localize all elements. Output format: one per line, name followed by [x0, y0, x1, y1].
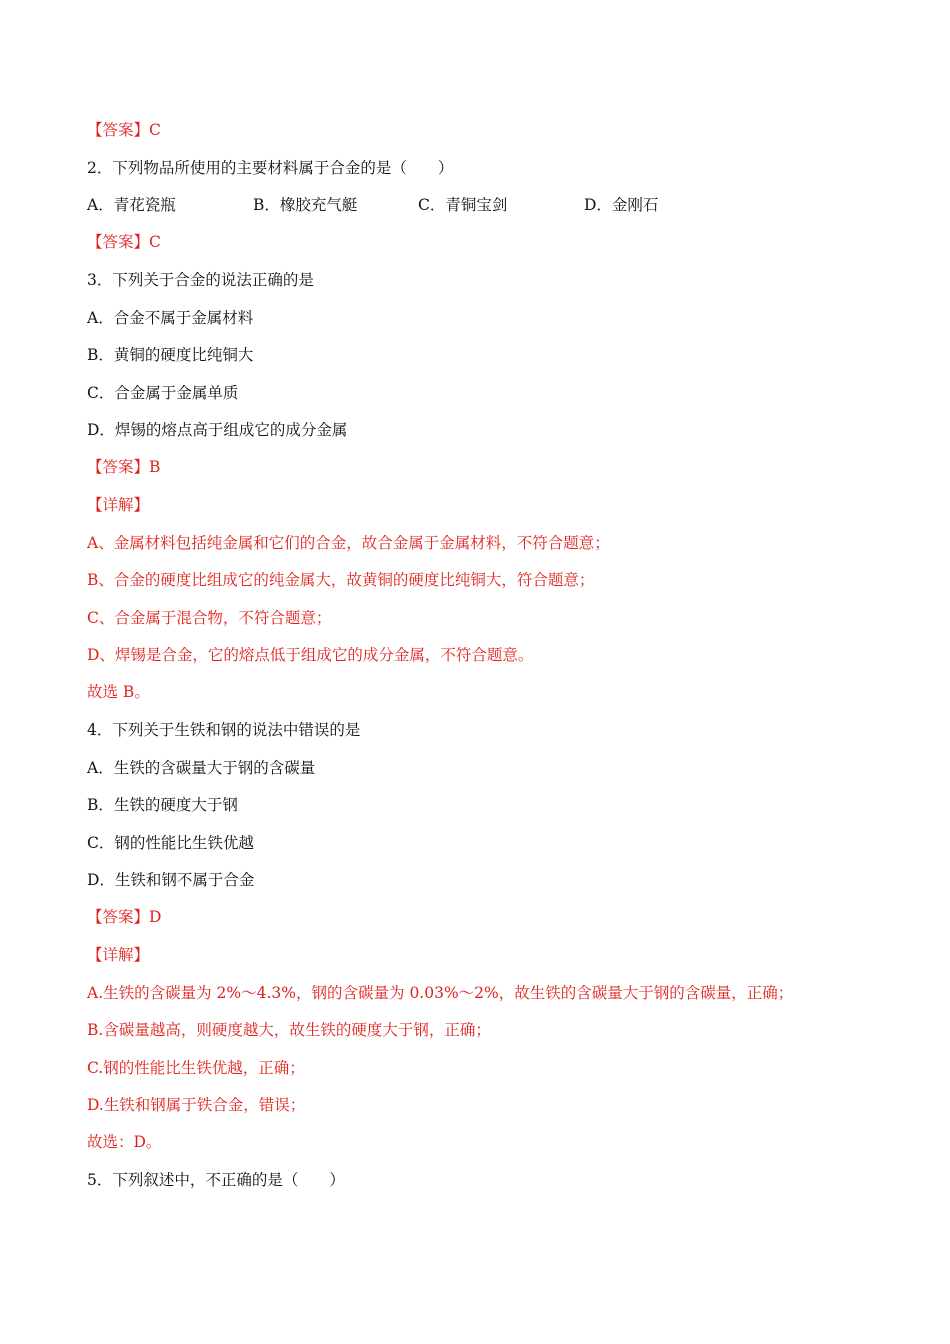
q3-option-d: D．焊锡的熔点高于组成它的成分金属	[87, 421, 348, 439]
q4-option-a: A．生铁的含碳量大于钢的含碳量	[87, 759, 316, 777]
q2-option-b: B．橡胶充气艇	[253, 196, 358, 214]
q4-option-b: B．生铁的硬度大于钢	[87, 796, 238, 814]
q2-stem: 2．下列物品所使用的主要材料属于合金的是（ ）	[87, 159, 454, 177]
q4-detail-c: C.钢的性能比生铁优越，正确；	[87, 1059, 305, 1077]
q4-option-c: C．钢的性能比生铁优越	[87, 834, 254, 852]
q3-answer: 【答案】B	[87, 458, 161, 476]
q4-detail-a: A.生铁的含碳量为 2%～4.3%，钢的含碳量为 0.03%～2%，故生铁的含碳量大于钢的含碳量，正确；	[87, 984, 794, 1002]
q4-answer: 【答案】D	[87, 908, 162, 926]
q3-option-c: C．合金属于金属单质	[87, 384, 239, 402]
q3-detail-c: C、合金属于混合物，不符合题意；	[87, 609, 332, 627]
q1-answer: 【答案】C	[87, 121, 161, 139]
q3-conclusion: 故选 B。	[87, 683, 150, 701]
q3-detail-label: 【详解】	[87, 496, 150, 514]
q4-detail-label: 【详解】	[87, 946, 150, 964]
q4-conclusion: 故选：D。	[87, 1133, 162, 1151]
q2-option-a: A．青花瓷瓶	[87, 196, 176, 214]
q4-stem: 4．下列关于生铁和钢的说法中错误的是	[87, 721, 361, 739]
q3-detail-d: D、焊锡是合金，它的熔点低于组成它的成分金属，不符合题意。	[87, 646, 534, 664]
q3-option-a: A．合金不属于金属材料	[87, 309, 254, 327]
q3-detail-b: B、合金的硬度比组成它的纯金属大，故黄铜的硬度比纯铜大，符合题意；	[87, 571, 595, 589]
q4-option-d: D．生铁和钢不属于合金	[87, 871, 255, 889]
q2-option-d: D．金刚石	[584, 196, 659, 214]
q3-detail-a: A、金属材料包括纯金属和它们的合金，故合金属于金属材料，不符合题意；	[87, 534, 610, 552]
q5-stem: 5．下列叙述中，不正确的是（ ）	[87, 1171, 345, 1189]
q4-detail-b: B.含碳量越高，则硬度越大，故生铁的硬度大于钢，正确；	[87, 1021, 491, 1039]
q3-option-b: B．黄铜的硬度比纯铜大	[87, 346, 254, 364]
q2-answer: 【答案】C	[87, 233, 161, 251]
q4-detail-d: D.生铁和钢属于铁合金，错误；	[87, 1096, 306, 1114]
q2-option-c: C．青铜宝剑	[418, 196, 508, 214]
q3-stem: 3．下列关于合金的说法正确的是	[87, 271, 314, 289]
